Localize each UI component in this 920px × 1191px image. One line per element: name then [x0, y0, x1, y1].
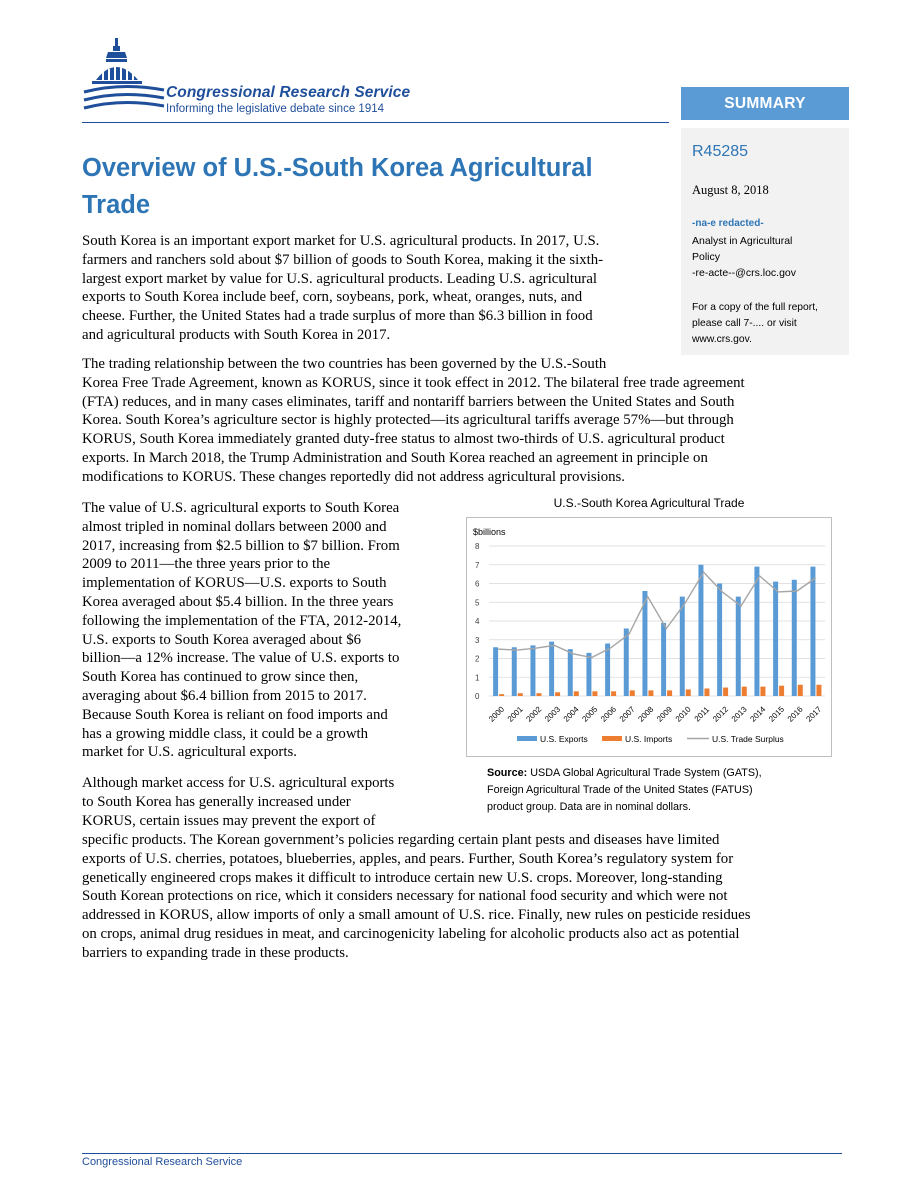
bar-us-imports [592, 691, 597, 696]
text-line: Because South Korea is reliant on food imports and [82, 706, 388, 723]
bar-us-imports [555, 692, 560, 696]
bar-us-imports [779, 686, 784, 696]
footer-text: Congressional Research Service [82, 1156, 243, 1168]
bar-us-exports [605, 644, 610, 697]
text-line: addressed in KORUS, allow imports of only a small amount of U.S. rice. Finally, new rules on pesticide residues [82, 907, 751, 924]
x-tick-label: 2005 [580, 704, 600, 724]
text-line: barriers to expanding trade in these products. [82, 944, 349, 961]
bar-us-exports [698, 565, 703, 696]
bar-us-imports [816, 685, 821, 696]
bar-us-imports [574, 691, 579, 696]
author-title-line: Analyst in Agricultural [692, 235, 793, 247]
bar-us-exports [568, 649, 573, 696]
x-tick-label: 2008 [636, 704, 656, 724]
org-tagline: Informing the legislative debate since 1914 [166, 103, 385, 115]
trade-chart [467, 518, 831, 756]
line-us-trade-surplus [498, 572, 815, 657]
bar-us-imports [667, 690, 672, 696]
x-tick-label: 2006 [599, 704, 619, 724]
text-line: The trading relationship between the two countries has been governed by the U.S.-South [82, 356, 607, 372]
legend-label-imports: U.S. Imports [625, 734, 673, 744]
y-tick-label: 8 [475, 542, 480, 551]
y-tick-label: 6 [475, 579, 480, 589]
text-line: KORUS, certain issues may prevent the export of [82, 812, 376, 829]
x-tick-label: 2004 [561, 704, 581, 724]
text-line: to South Korea has generally increased under [82, 793, 351, 810]
bar-us-exports [773, 582, 778, 696]
bar-us-imports [742, 687, 747, 696]
x-tick-label: 2012 [711, 704, 731, 724]
bar-us-imports [648, 690, 653, 696]
bar-us-imports [630, 690, 635, 696]
x-tick-label: 2001 [505, 704, 525, 724]
text-line: billion—a 12% increase. The value of U.S. exports to [82, 650, 400, 667]
x-tick-label: 2011 [692, 704, 712, 724]
text-line: Korea. South Korea’s agriculture sector is highly protected—its agricultural tariffs average 57%—but through [82, 412, 734, 429]
x-tick-label: 2014 [748, 704, 768, 724]
crs-capitol-dome-logo [82, 36, 166, 120]
y-tick-label: 7 [475, 560, 480, 570]
text-line: almost tripled in nominal dollars between 2000 and [82, 518, 387, 535]
author-title [692, 233, 796, 281]
text-line: 2017, increasing from $2.5 billion to $7 billion. From [82, 537, 400, 554]
text-line: has a growing middle class, it could be a growth [82, 725, 369, 742]
bar-us-imports [686, 689, 691, 696]
y-axis-label: $billions [473, 527, 506, 537]
paragraph-market-access [82, 774, 434, 830]
summary-heading: SUMMARY [681, 87, 849, 120]
text-line: implementation of KORUS—U.S. exports to South [82, 575, 387, 592]
bar-us-exports [530, 645, 535, 696]
y-tick-label: 1 [475, 673, 480, 683]
x-tick-label: 2000 [487, 704, 507, 724]
x-tick-label: 2009 [655, 704, 675, 724]
text-line: exports to South Korea include beef, corn, soybeans, pork, wheat, oranges, nuts, and [82, 289, 583, 306]
report-number: R45285 [692, 143, 749, 160]
text-line: (FTA) reduces, and in many cases eliminates, tariff and nontariff barriers between the United States and South [82, 393, 735, 410]
paragraph-export-value [82, 499, 434, 762]
text-line: largest export market by value for U.S. agricultural products. Leading U.S. agricultural [82, 270, 598, 287]
y-tick-label: 0 [475, 692, 480, 701]
source-line: Foreign Agricultural Trade of the United States (FATUS) [487, 784, 753, 796]
bar-us-imports [723, 688, 728, 696]
bar-us-exports [549, 642, 554, 696]
text-line: following the implementation of the FTA, 2012-2014, [82, 612, 402, 629]
page-title: Overview of U.S.-South Korea Agricultural Trade [82, 154, 593, 219]
chart-title: U.S.-South Korea Agricultural Trade [553, 496, 745, 510]
x-tick-label: 2003 [543, 704, 563, 724]
bar-us-imports [760, 687, 765, 696]
x-tick-label: 2007 [617, 704, 637, 724]
bar-us-imports [536, 693, 541, 696]
text-line: South Korea is an important export market for U.S. agricultural products. In 2017, U.S. [82, 233, 600, 249]
y-tick-label: 5 [475, 598, 480, 608]
x-tick-label: 2002 [524, 704, 544, 724]
footer-divider [82, 1153, 842, 1154]
bar-us-exports [624, 629, 629, 697]
text-line: on crops, animal drug residues in meat, and carcinogenicity labeling for alcoholic products also act as potential [82, 925, 740, 942]
text-line: genetically engineered crops makes it difficult to introduce certain new U.S. crops. Moreover, long-standing [82, 869, 723, 886]
copy-line: For a copy of the full report, [692, 302, 818, 313]
bar-us-exports [680, 597, 685, 696]
bar-us-exports [754, 567, 759, 696]
bar-us-exports [493, 647, 498, 696]
text-line: Korea Free Trade Agreement, known as KORUS, since it took effect in 2012. The bilateral free trade agreement [82, 374, 745, 391]
text-line: cheese. Further, the United States had a trade surplus of more than $6.3 billion in food [82, 308, 593, 325]
header-divider [82, 122, 669, 123]
y-tick-label: 3 [475, 635, 480, 645]
bar-us-exports [792, 580, 797, 696]
bar-us-exports [810, 567, 815, 696]
bar-us-exports [661, 623, 666, 696]
legend-swatch-exports [517, 736, 537, 741]
text-line: farmers and ranchers sold about $7 billion of goods to South Korea, making it the sixth- [82, 251, 604, 268]
crs-website-link[interactable]: www.crs.gov. [692, 334, 752, 345]
legend-swatch-imports [602, 736, 622, 741]
bar-us-exports [736, 597, 741, 696]
text-line: modifications to KORUS. These changes reportedly did not address agricultural provisions. [82, 468, 625, 485]
y-tick-label: 4 [475, 617, 480, 626]
legend-label-surplus: U.S. Trade Surplus [712, 734, 784, 744]
paragraph-market-access-continued [82, 831, 824, 963]
paragraph-intro [82, 232, 658, 345]
text-line: exports. In March 2018, the Trump Administration and South Korea reached an agreement in principle on [82, 449, 708, 466]
bar-us-exports [717, 584, 722, 697]
text-line: KORUS, South Korea immediately granted duty-free status to almost two-thirds of U.S. agricultural product [82, 431, 725, 448]
text-line: Although market access for U.S. agricultural exports [82, 775, 395, 791]
source-line: USDA Global Agricultural Trade System (GATS), [530, 767, 762, 779]
text-line: exports of U.S. cherries, potatoes, blueberries, apples, and pears. Further, South Korea’s regulatory system for [82, 850, 734, 867]
text-line: U.S. exports to South Korea averaged about $6 [82, 631, 362, 648]
report-date: August 8, 2018 [692, 183, 769, 197]
author-title-line: Policy [692, 251, 721, 263]
bar-us-exports [512, 647, 517, 696]
org-name: Congressional Research Service [166, 84, 411, 101]
x-tick-label: 2015 [767, 704, 787, 724]
text-line: Korea averaged about $5.4 billion. In the three years [82, 593, 394, 610]
text-line: and agricultural products with South Korea in 2017. [82, 326, 391, 343]
bar-us-imports [798, 685, 803, 696]
x-tick-label: 2016 [785, 704, 805, 724]
text-line: The value of U.S. agricultural exports to South Korea [82, 500, 400, 516]
copy-instructions [692, 300, 818, 348]
bar-us-imports [611, 691, 616, 696]
text-line: averaging about $6.4 billion from 2015 to 2017. [82, 687, 367, 704]
bar-us-imports [704, 689, 709, 697]
y-tick-label: 2 [475, 654, 480, 664]
text-line: South Korea has continued to grow since then, [82, 669, 359, 686]
x-tick-label: 2013 [729, 704, 749, 724]
source-line: product group. Data are in nominal dollars. [487, 801, 692, 813]
copy-line: please call 7-.... or visit [692, 318, 797, 329]
text-line: South Korean protections on rice, which it considers necessary for national food security and which were not [82, 888, 728, 905]
x-tick-label: 2017 [804, 704, 824, 724]
x-tick-label: 2010 [673, 704, 693, 724]
text-line: market for U.S. agricultural exports. [82, 744, 297, 761]
text-line: specific products. The Korean government’s policies regarding certain plant pests and diseases have limited [82, 832, 720, 848]
source-label: Source: [487, 767, 528, 779]
paragraph-korus [82, 355, 824, 487]
text-line: 2009 to 2011—the three years prior to the [82, 556, 331, 573]
figure-source [487, 765, 833, 816]
author-name: -na-e redacted- [692, 218, 764, 229]
legend-label-exports: U.S. Exports [540, 734, 588, 744]
author-email-link[interactable]: -re-acte--@crs.loc.gov [692, 267, 797, 279]
bar-us-exports [586, 653, 591, 696]
bar-us-imports [518, 693, 523, 696]
bar-us-imports [499, 694, 504, 696]
chart-frame [466, 517, 832, 757]
